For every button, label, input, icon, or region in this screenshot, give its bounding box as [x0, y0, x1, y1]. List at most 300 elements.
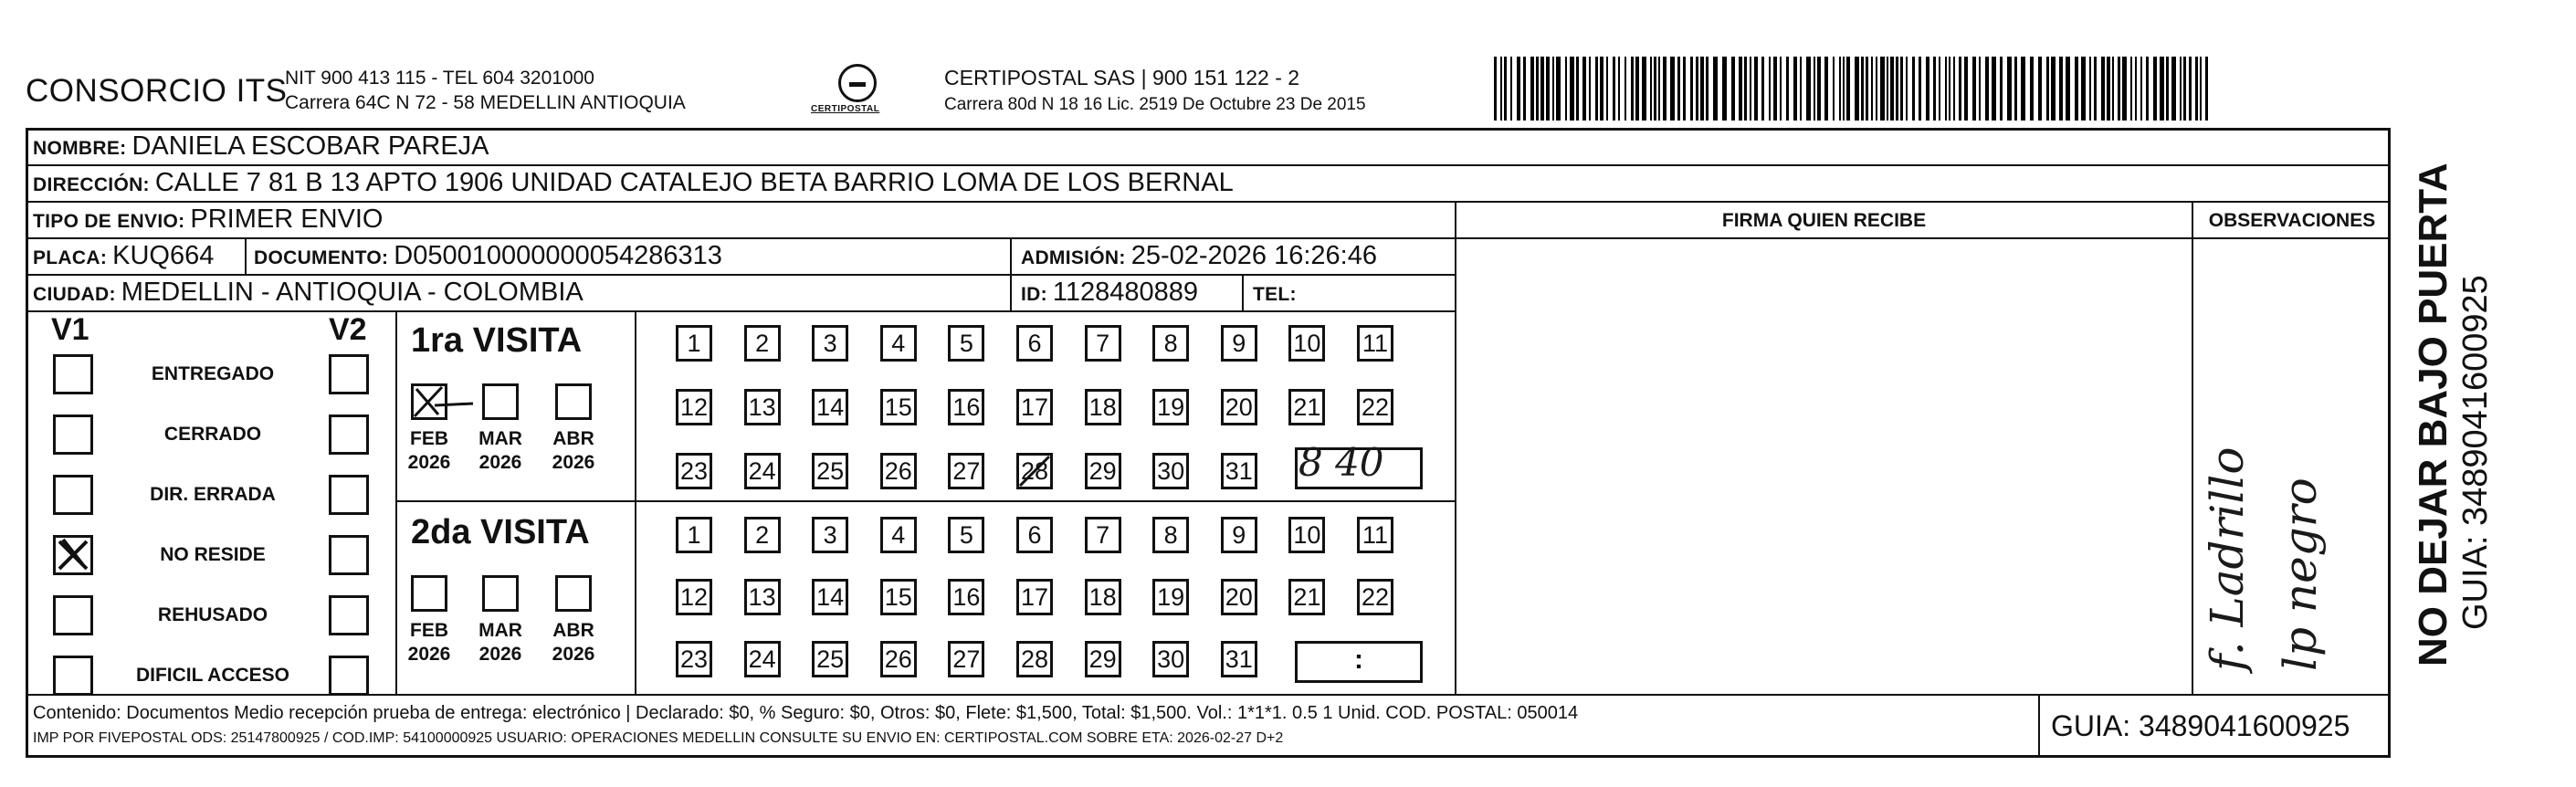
- barcode-bar: [2007, 57, 2012, 121]
- barcode-bar: [1589, 57, 1591, 121]
- visit-2-month-checkbox[interactable]: [555, 575, 592, 612]
- month-year: 2026: [552, 452, 595, 473]
- tel-field: TEL:: [1253, 284, 1297, 305]
- visit-1-day-13[interactable]: [744, 389, 781, 425]
- visit-2-day-17[interactable]: [1016, 579, 1053, 615]
- barcode-bar: [2107, 57, 2110, 121]
- barcode-bar: [2205, 57, 2208, 121]
- day-number: 24: [748, 456, 776, 485]
- company-nit: NIT 900 413 115 - TEL 604 3201000: [285, 68, 594, 89]
- visit-1-day-15[interactable]: [880, 389, 917, 425]
- barcode-bar: [1510, 57, 1512, 121]
- v1-checkbox-1[interactable]: [53, 414, 93, 455]
- day-number: 18: [1088, 393, 1117, 421]
- day-number: 13: [748, 393, 776, 421]
- barcode-bar: [1985, 57, 1989, 121]
- visit-2-day-22[interactable]: [1357, 579, 1393, 615]
- visit-2-day-31[interactable]: [1221, 641, 1257, 677]
- barcode-bar: [1750, 57, 1751, 121]
- id-field: ID: 1128480889: [1021, 278, 1199, 307]
- barcode-bar: [2066, 57, 2070, 121]
- barcode-bar: [1769, 57, 1771, 121]
- day-number: 20: [1225, 582, 1253, 611]
- ciudad-value: MEDELLIN - ANTIOQUIA - COLOMBIA: [121, 278, 584, 307]
- placa-field: PLACA: KUQ664: [33, 241, 215, 270]
- month-name: ABR: [552, 428, 594, 449]
- tipo-envio-value: PRIMER ENVIO: [190, 205, 384, 234]
- day-number: 25: [816, 456, 845, 485]
- barcode-bar: [1600, 57, 1603, 121]
- barcode-bar: [1576, 57, 1579, 121]
- barcode-bar: [1912, 57, 1915, 121]
- visit-1-day-9[interactable]: [1221, 325, 1257, 362]
- barcode-bar: [2195, 57, 2198, 121]
- barcode-bar: [2118, 57, 2120, 121]
- month-name: FEB: [410, 620, 448, 641]
- day-number: 16: [952, 582, 981, 611]
- visit-2-day-15[interactable]: [880, 579, 917, 615]
- visit-1-month-label: [473, 427, 528, 475]
- day-number: 19: [1157, 393, 1185, 421]
- barcode-bar: [1890, 57, 1894, 121]
- visit-2-month-checkbox[interactable]: [411, 575, 447, 612]
- barcode-bar: [2021, 57, 2025, 121]
- day-number: 30: [1157, 645, 1185, 673]
- visit-2-day-3[interactable]: [812, 517, 848, 553]
- barcode-bar: [1504, 57, 1507, 121]
- visit-2-day-2[interactable]: [744, 517, 781, 553]
- side-guia: GUIA: 3489041600925: [2456, 275, 2495, 630]
- barcode-bar: [1896, 57, 1898, 121]
- barcode-bar: [1722, 57, 1727, 121]
- visit-2-day-12[interactable]: [676, 579, 712, 615]
- month-name: ABR: [552, 620, 594, 641]
- visit-2-day-26[interactable]: [880, 641, 917, 677]
- nombre-value: DANIELA ESCOBAR PAREJA: [131, 131, 489, 161]
- carrier-address: Carrera 80d N 18 16 Lic. 2519 De Octubre 23 De 2015: [944, 95, 1366, 114]
- barcode-bar: [1654, 57, 1656, 121]
- visit-2-day-18[interactable]: [1085, 579, 1121, 615]
- barcode-bar: [1677, 57, 1680, 121]
- barcode-bar: [1663, 57, 1667, 121]
- barcode-bar: [1635, 57, 1639, 121]
- barcode-bar: [1713, 57, 1718, 121]
- day-number: 2: [755, 329, 770, 357]
- month-year: 2026: [552, 644, 595, 665]
- admision-value: 25-02-2026 16:26:46: [1130, 241, 1377, 270]
- v2-checkbox-5[interactable]: [329, 656, 369, 696]
- day-number: 26: [884, 456, 912, 485]
- day-number: 23: [679, 456, 709, 485]
- visit-1-day-30[interactable]: [1152, 453, 1189, 489]
- barcode-bar: [1876, 57, 1877, 121]
- v2-checkbox-1[interactable]: [329, 414, 369, 455]
- barcode-bar: [1817, 57, 1821, 121]
- day-number: 7: [1096, 329, 1110, 357]
- barcode-bar: [2051, 57, 2056, 121]
- day-number: 13: [748, 582, 776, 611]
- day-number: 4: [891, 520, 906, 549]
- barcode-bar: [2046, 57, 2049, 121]
- barcode-bar: [1855, 57, 1859, 121]
- barcode-bar: [2160, 57, 2164, 121]
- barcode-bar: [2146, 57, 2149, 121]
- barcode-bar: [1624, 57, 1626, 121]
- barcode-bar: [1556, 57, 1561, 121]
- day-mark-icon: [1016, 453, 1053, 489]
- barcode-bar: [1761, 57, 1764, 121]
- barcode-bar: [1582, 57, 1586, 121]
- barcode-bar: [1992, 57, 1996, 121]
- documento-field: DOCUMENTO: D050010000000054286313: [254, 241, 722, 270]
- barcode-bar: [1739, 57, 1742, 121]
- day-number: 17: [1020, 582, 1049, 611]
- barcode-bar: [2101, 57, 2105, 121]
- visit-1-day-6[interactable]: [1016, 325, 1053, 362]
- visit-1-day-16[interactable]: [948, 389, 984, 425]
- visit-2-day-28[interactable]: [1016, 641, 1053, 677]
- visit-1-day-22[interactable]: [1357, 389, 1393, 425]
- barcode-bar: [1696, 57, 1698, 121]
- visit-1-day-19[interactable]: [1152, 389, 1189, 425]
- barcode-bar: [1824, 57, 1828, 121]
- barcode-bar: [1906, 57, 1908, 121]
- admision-field: ADMISIÓN: 25-02-2026 16:26:46: [1021, 241, 1377, 270]
- barcode-bar: [2014, 57, 2017, 121]
- visit-2-day-1[interactable]: [676, 517, 712, 553]
- v2-checkbox-3[interactable]: [329, 535, 369, 575]
- barcode-bar: [1595, 57, 1598, 121]
- logo-caption: CERTIPOSTAL: [811, 104, 880, 114]
- barcode-bar: [1744, 57, 1747, 121]
- day-number: 2: [755, 520, 770, 549]
- direccion-value: CALLE 7 81 B 13 APTO 1906 UNIDAD CATALEJO BETA BARRIO LOMA DE LOS BERNAL: [154, 168, 1234, 197]
- day-number: 31: [1225, 456, 1253, 485]
- day-number: 9: [1232, 520, 1246, 549]
- visit-2-day-9[interactable]: [1221, 517, 1257, 553]
- visit-2-day-25[interactable]: [812, 641, 848, 677]
- visit-2-month-label: [473, 619, 528, 666]
- barcode-bar: [2183, 57, 2186, 121]
- status-option-label: DIR. ERRADA: [150, 484, 276, 505]
- barcode-bar: [2166, 57, 2169, 121]
- observaciones-header: OBSERVACIONES: [2208, 210, 2376, 231]
- visit-1-day-28[interactable]: [1016, 453, 1053, 489]
- visit-2-time-placeholder: :: [1354, 645, 1363, 675]
- day-number: 25: [816, 645, 845, 673]
- barcode-bar: [1631, 57, 1634, 121]
- day-number: 10: [1293, 520, 1321, 549]
- barcode-bar: [2112, 57, 2114, 121]
- v1-checkbox-4[interactable]: [53, 595, 93, 635]
- visit-2-month-label: [402, 619, 457, 666]
- v2-checkbox-4[interactable]: [329, 595, 369, 635]
- barcode-bar: [2075, 57, 2078, 121]
- barcode-bar: [1517, 57, 1520, 121]
- visit-2-day-6[interactable]: [1016, 517, 1053, 553]
- day-number: 31: [1225, 645, 1253, 673]
- barcode-bar: [1871, 57, 1873, 121]
- day-number: 17: [1020, 393, 1049, 421]
- barcode-bar: [2200, 57, 2202, 121]
- barcode-bar: [2122, 57, 2127, 121]
- day-number: 29: [1088, 645, 1117, 673]
- barcode-bar: [1780, 57, 1782, 121]
- visit-1-day-3[interactable]: [812, 325, 848, 362]
- barcode-bar: [1843, 57, 1845, 121]
- visit-2-day-20[interactable]: [1221, 579, 1257, 615]
- barcode-bar: [1953, 57, 1955, 121]
- visit-1-month-checkbox[interactable]: [482, 383, 519, 420]
- day-number: 15: [884, 393, 912, 421]
- day-number: 27: [952, 645, 981, 673]
- visit-2-day-4[interactable]: [880, 517, 917, 553]
- visit-1-day-11[interactable]: [1357, 325, 1393, 362]
- day-number: 7: [1096, 520, 1110, 549]
- barcode-bar: [1839, 57, 1841, 121]
- barcode-bar: [1833, 57, 1835, 121]
- barcode-bar: [1939, 57, 1940, 121]
- month-year: 2026: [407, 452, 451, 473]
- visit-2-day-27[interactable]: [948, 641, 984, 677]
- visit-1-day-5[interactable]: [948, 325, 984, 362]
- visit-1-day-29[interactable]: [1085, 453, 1121, 489]
- month-name: MAR: [478, 620, 522, 641]
- barcode-bar: [1945, 57, 1947, 121]
- visit-1-day-14[interactable]: [812, 389, 848, 425]
- day-number: 5: [959, 520, 973, 549]
- barcode-bar: [1546, 57, 1550, 121]
- barcode-bar: [1959, 57, 1961, 121]
- barcode-bar: [1523, 57, 1526, 121]
- day-number: 30: [1157, 456, 1185, 485]
- barcode-bar: [1949, 57, 1950, 121]
- day-number: 14: [816, 582, 845, 611]
- id-value: 1128480889: [1052, 278, 1199, 307]
- v1-checkbox-5[interactable]: [53, 656, 93, 696]
- barcode-bar: [2140, 57, 2142, 121]
- status-option-label: NO RESIDE: [160, 544, 266, 565]
- visit-1-day-25[interactable]: [812, 453, 848, 489]
- footer-guia: GUIA: 3489041600925: [2051, 709, 2350, 742]
- barcode-bar: [1500, 57, 1502, 121]
- visit-2-day-30[interactable]: [1152, 641, 1189, 677]
- visit-1-day-8[interactable]: [1152, 325, 1189, 362]
- month-name: FEB: [410, 428, 448, 449]
- barcode-bar: [2038, 57, 2042, 121]
- month-year: 2026: [478, 452, 522, 473]
- barcode-bar: [1536, 57, 1539, 121]
- barcode-bar: [1700, 57, 1704, 121]
- observacion-line-2: lp negro: [2274, 477, 2327, 671]
- barcode-bar: [2081, 57, 2086, 121]
- day-number: 10: [1293, 329, 1321, 357]
- v1-header: V1: [51, 312, 89, 347]
- barcode-bar: [1650, 57, 1652, 121]
- barcode-bar: [1530, 57, 1534, 121]
- barcode-bar: [1793, 57, 1797, 121]
- day-number: 19: [1157, 582, 1185, 611]
- month-year: 2026: [478, 644, 522, 665]
- visit-2-day-11[interactable]: [1357, 517, 1393, 553]
- day-number: 26: [884, 645, 912, 673]
- visit-1-time-handwritten: 8 40: [1299, 440, 1384, 485]
- barcode-bar: [2153, 57, 2157, 121]
- nombre-field: NOMBRE: DANIELA ESCOBAR PAREJA: [33, 131, 489, 161]
- barcode-bar: [1786, 57, 1789, 121]
- day-number: 6: [1027, 329, 1042, 357]
- barcode-bar: [2130, 57, 2132, 121]
- v1-checkbox-0[interactable]: [53, 354, 93, 394]
- visit-2-day-7[interactable]: [1085, 517, 1121, 553]
- visit-2-day-29[interactable]: [1085, 641, 1121, 677]
- visit-2-month-label: [546, 619, 601, 666]
- day-number: 3: [823, 329, 837, 357]
- visit-1-day-4[interactable]: [880, 325, 917, 362]
- v2-header: V2: [329, 312, 367, 347]
- day-number: 11: [1362, 520, 1389, 549]
- v1-checkbox-2[interactable]: [53, 475, 93, 515]
- visit-1-day-17[interactable]: [1016, 389, 1053, 425]
- barcode-bar: [1979, 57, 1981, 121]
- day-number: 16: [952, 393, 981, 421]
- visit-2-day-23[interactable]: [676, 641, 712, 677]
- visit-2-day-13[interactable]: [744, 579, 781, 615]
- day-number: 3: [823, 520, 837, 549]
- observacion-line-1: f. Ladrillo: [2201, 446, 2254, 671]
- company-name: CONSORCIO ITS: [26, 73, 288, 109]
- visit-1-day-1[interactable]: [676, 325, 712, 362]
- barcode-bar: [1972, 57, 1976, 121]
- barcode-bar: [1540, 57, 1544, 121]
- visit-1-day-2[interactable]: [744, 325, 781, 362]
- day-number: 24: [748, 645, 776, 673]
- direccion-field: DIRECCIÓN: CALLE 7 81 B 13 APTO 1906 UNIDAD CATALEJO BETA BARRIO LOMA DE LOS BERNAL: [33, 168, 1234, 197]
- barcode-bar: [1642, 57, 1646, 121]
- placa-value: KUQ664: [112, 241, 215, 270]
- visit-2-day-14[interactable]: [812, 579, 848, 615]
- status-option-label: ENTREGADO: [151, 363, 275, 384]
- day-number: 11: [1362, 329, 1389, 357]
- month-year: 2026: [407, 644, 451, 665]
- company-address: Carrera 64C N 72 - 58 MEDELLIN ANTIOQUIA: [285, 92, 686, 113]
- barcode-bar: [1731, 57, 1735, 121]
- visit-1-month-checkbox[interactable]: [555, 383, 592, 420]
- v2-checkbox-0[interactable]: [329, 354, 369, 394]
- day-number: 12: [679, 582, 709, 611]
- barcode-bar: [2030, 57, 2034, 121]
- day-number: 18: [1088, 582, 1117, 611]
- visit-2-day-19[interactable]: [1152, 579, 1189, 615]
- status-option-label: REHUSADO: [157, 604, 268, 625]
- day-number: 23: [679, 645, 709, 673]
- barcode-bar: [1806, 57, 1811, 121]
- day-number: 12: [679, 393, 709, 421]
- barcode-bar: [1866, 57, 1868, 121]
- v1-checkbox-3[interactable]: [53, 535, 93, 575]
- barcode-bar: [1690, 57, 1693, 121]
- footer-contenido: Contenido: Documentos Medio recepción prueba de entrega: electrónico | Declarado: $0, % Seguro: $0, Otros: $0, Flete: $1,500, Total: $1,500. Vol.: 1*1*1. 0.5 1 Unid. COD. POSTAL: 050014: [33, 703, 1579, 723]
- barcode-bar: [1683, 57, 1686, 121]
- documento-value: D050010000000054286313: [394, 241, 722, 270]
- visit-1-day-24[interactable]: [744, 453, 781, 489]
- barcode-bar: [2189, 57, 2192, 121]
- day-number: 8: [1163, 520, 1178, 549]
- barcode-bar: [1887, 57, 1888, 121]
- day-number: 20: [1225, 393, 1253, 421]
- barcode-bar: [2089, 57, 2091, 121]
- barcode-bar: [1773, 57, 1777, 121]
- visit-2-day-8[interactable]: [1152, 517, 1189, 553]
- barcode-bar: [2094, 57, 2097, 121]
- visit-1-day-27[interactable]: [948, 453, 984, 489]
- visit-1-day-12[interactable]: [676, 389, 712, 425]
- day-number: 8: [1163, 329, 1178, 357]
- visit-1-day-23[interactable]: [676, 453, 712, 489]
- barcode-bar: [1658, 57, 1660, 121]
- barcode-bar: [1933, 57, 1936, 121]
- visit-2-month-checkbox[interactable]: [482, 575, 519, 612]
- day-number: 1: [687, 520, 701, 549]
- visit-2-day-5[interactable]: [948, 517, 984, 553]
- status-option-label: CERRADO: [163, 424, 262, 445]
- visit-1-day-26[interactable]: [880, 453, 917, 489]
- barcode-bar: [1900, 57, 1903, 121]
- footer-imp: IMP POR FIVEPOSTAL ODS: 25147800925 / COD.IMP: 54100000925 USUARIO: OPERACIONES MEDELLIN CONSULTE SU ENVIO EN: CERTIPOSTAL.COM SOBRE ETA: 2026-02-27 D+2: [33, 730, 1284, 746]
- visit-1-month-checkbox[interactable]: [411, 383, 447, 420]
- barcode-bar: [2180, 57, 2182, 121]
- visit-2-title: 2da VISITA: [411, 513, 590, 551]
- visit-1-day-18[interactable]: [1085, 389, 1121, 425]
- visit-2-day-16[interactable]: [948, 579, 984, 615]
- v2-checkbox-2[interactable]: [329, 475, 369, 515]
- visit-1-day-7[interactable]: [1085, 325, 1121, 362]
- month-name: MAR: [478, 428, 522, 449]
- day-number: 14: [816, 393, 845, 421]
- barcode-bar: [2000, 57, 2003, 121]
- day-number: 1: [687, 329, 701, 357]
- day-number: 9: [1232, 329, 1246, 357]
- barcode-bar: [1494, 57, 1497, 121]
- tipo-envio-field: TIPO DE ENVIO: PRIMER ENVIO: [33, 205, 384, 234]
- visit-2-day-10[interactable]: [1288, 517, 1325, 553]
- day-number: 29: [1088, 456, 1117, 485]
- visit-1-day-10[interactable]: [1288, 325, 1325, 362]
- visit-1-month-label: [402, 427, 457, 475]
- barcode-bar: [1880, 57, 1885, 121]
- barcode-bar: [1670, 57, 1675, 121]
- barcode-bar: [1552, 57, 1554, 121]
- barcode-bar: [1926, 57, 1929, 121]
- barcode-bar: [1565, 57, 1567, 121]
- visit-1-day-31[interactable]: [1221, 453, 1257, 489]
- barcode-bar: [1846, 57, 1850, 121]
- barcode-bar: [1606, 57, 1608, 121]
- check-x-icon: [56, 538, 90, 572]
- visit-2-day-24[interactable]: [744, 641, 781, 677]
- barcode-bar: [1861, 57, 1864, 121]
- visit-1-day-21[interactable]: [1288, 389, 1325, 425]
- status-option-label: DIFICIL ACCESO: [135, 665, 289, 686]
- side-title: NO DEJAR BAJO PUERTA: [2411, 163, 2455, 666]
- day-number: 22: [1361, 582, 1390, 611]
- firma-header: FIRMA QUIEN RECIBE: [1721, 210, 1927, 231]
- day-number: 22: [1361, 393, 1390, 421]
- day-number: 21: [1293, 393, 1321, 421]
- visit-1-day-20[interactable]: [1221, 389, 1257, 425]
- day-number: 5: [959, 329, 973, 357]
- visit-2-day-21[interactable]: [1288, 579, 1325, 615]
